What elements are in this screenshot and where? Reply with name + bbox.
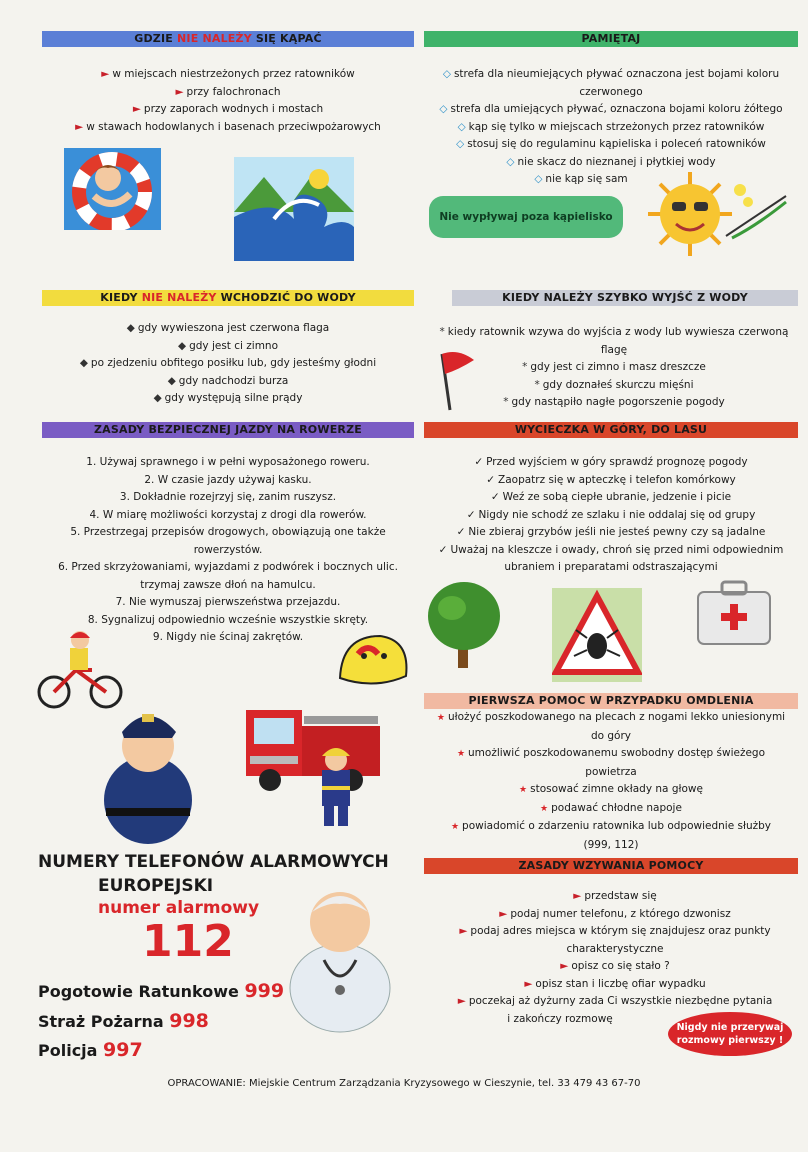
section-header-bike-safety — [42, 422, 414, 438]
list-item: ► podaj adres miejsca w którym się znajdujesz oraz punkty — [459, 925, 771, 937]
phone-label: Straż Pożarna — [38, 1012, 164, 1031]
header-text: PIERWSZA POMOC W PRZYPADKU OMDLENIA — [468, 694, 754, 707]
tree-illustration — [424, 578, 504, 672]
header-text: ZASADY WZYWANIA POMOCY — [518, 859, 704, 872]
list-item: ✓ Weź ze sobą ciepłe ubranie, jedzenie i picie — [490, 491, 732, 503]
list-item: ★ powiadomić o zdarzeniu ratownika lub odpowiednie służby — [450, 820, 772, 832]
sun-illustration — [636, 166, 796, 262]
list-item: ► poczekaj aż dyżurny zada Ci wszystkie niezbędne pytania — [457, 995, 773, 1007]
list-item: 9. Nigdy nie ścinaj zakrętów. — [152, 631, 304, 643]
when-to-exit-list — [426, 324, 802, 412]
list-item: ◇ nie skacz do nieznanej i płytkiej wody — [506, 155, 716, 168]
phone-number: 997 — [103, 1039, 143, 1061]
phone-label: Pogotowie Ratunkowe — [38, 982, 239, 1001]
list-item: ► opisz stan i liczbę ofiar wypadku — [524, 977, 706, 990]
list-item: ◇ strefa dla nieumiejących pływać oznaczona jest bojami koloru — [442, 68, 780, 80]
cyclist-illustration — [36, 630, 126, 710]
section-header-remember — [424, 31, 798, 47]
list-item: ubraniem i preparatami odstraszającymi — [504, 561, 718, 573]
list-item: (999, 112) — [583, 838, 639, 851]
list-item: trzymaj zawsze dłoń na hamulcu. — [140, 578, 316, 591]
list-item: charakterystyczne — [566, 942, 664, 955]
list-item: * kiedy ratownik wzywa do wyjścia z wody lub wywiesza czerwoną — [439, 326, 789, 338]
list-item: ◇ strefa dla umiejących pływać, oznaczona bojami koloru żółtego — [439, 103, 783, 115]
list-item: ► opisz co się stało ? — [560, 960, 670, 972]
phone-number: 999 — [244, 980, 285, 1002]
list-item: 8. Sygnalizuj odpowiednio wcześnie wszystkie skręty. — [87, 613, 369, 626]
header-text: SIĘ KĄPAĆ — [251, 32, 322, 45]
firefighter-figure — [308, 740, 364, 830]
european-label: EUROPEJSKI — [98, 876, 214, 896]
list-item: ► przy falochronach — [175, 85, 281, 98]
when-not-to-enter-list — [42, 320, 414, 408]
list-item: ◇ nie kąp się sam — [534, 173, 628, 185]
list-item: ★ podawać chłodne napoje — [540, 801, 682, 814]
list-item: 7. Nie wymuszaj pierwszeństwa przejazdu. — [115, 596, 341, 608]
list-item: ✓ Nigdy nie schodź ze szlaku i nie oddalaj się od grupy — [466, 508, 756, 521]
phone-number: 998 — [169, 1010, 209, 1032]
list-item: * gdy jest ci zimno i masz dreszcze — [522, 361, 706, 373]
list-item: ★ umożliwić poszkodowanemu swobodny dostęp świeżego — [456, 747, 766, 759]
header-text: KIEDY — [100, 291, 142, 304]
list-item: 1. Używaj sprawnego i w pełni wyposażonego roweru. — [86, 456, 370, 468]
list-item: ◆ po zjedzeniu obfitego posiłku lub, gdy jesteśmy głodni — [79, 357, 377, 369]
list-item: ► w stawach hodowlanych i basenach przeciwpożarowych — [75, 120, 381, 133]
header-text: PAMIĘTAJ — [581, 32, 641, 45]
emergency-numbers-title: NUMERY TELEFONÓW ALARMOWYCH — [38, 852, 389, 872]
tick-warning-sign — [552, 588, 642, 682]
list-item: ► w miejscach niestrzeżonych przez ratowników — [101, 68, 355, 80]
list-item: do góry — [590, 729, 632, 742]
list-item: ◆ gdy wywieszona jest czerwona flaga — [126, 322, 330, 334]
callout-line: Nigdy nie przerywaj — [676, 1022, 784, 1033]
first-aid-kit-icon — [694, 578, 774, 648]
helmet-illustration — [334, 630, 414, 694]
footer-credit: OPRACOWANIE: Miejskie Centrum Zarządzania Kryzysowego w Cieszynie, tel. 33 479 43 67-70 — [167, 1078, 641, 1089]
doctor-figure — [282, 876, 398, 1034]
list-item: i zakończy rozmowę — [507, 1012, 613, 1025]
list-item: 3. Dokładnie rozejrzyj się, zanim ruszysz. — [119, 491, 337, 503]
list-item: * gdy doznałeś skurczu mięśni — [534, 378, 694, 391]
list-item: ✓ Przed wyjściem w góry sprawdź prognozę pogody — [474, 456, 748, 468]
stay-in-swim-area-callout: Nie wypływaj poza kąpielisko — [429, 196, 623, 238]
list-item: ◆ gdy nadchodzi burza — [167, 374, 289, 387]
list-item: flagę — [600, 343, 628, 356]
list-item: 5. Przestrzegaj przepisów drogowych, obowiązują one także — [70, 526, 386, 538]
list-item: ✓ Uważaj na kleszcze i owady, chroń się przed nimi odpowiednim — [438, 543, 784, 556]
calling-help-list — [426, 888, 804, 1028]
list-item: rowerzystów. — [193, 543, 263, 556]
list-item: 6. Przed skrzyżowaniami, wyjazdami z podwórek i bocznych ulic. — [58, 561, 398, 573]
phone-row — [38, 1010, 209, 1032]
header-text: WYCIECZKA W GÓRY, DO LASU — [514, 423, 708, 436]
list-item: ◆ gdy występują silne prądy — [153, 392, 303, 404]
header-text: ZASADY BEZPIECZNEJ JAZDY NA ROWERZE — [94, 423, 362, 436]
section-header-mountain-trip — [424, 422, 798, 438]
mountain-trip-list — [414, 454, 808, 577]
header-text: KIEDY NALEŻY SZYBKO WYJŚĆ Z WODY — [502, 291, 748, 304]
first-aid-list — [414, 709, 808, 854]
list-item: ◆ gdy jest ci zimno — [177, 339, 279, 352]
section-header-where-not-to-swim — [42, 31, 414, 47]
section-header-when-to-exit — [452, 290, 798, 306]
phone-label: Policja — [38, 1041, 98, 1060]
section-header-calling-help — [424, 858, 798, 874]
do-not-hang-up-callout — [668, 1012, 792, 1056]
list-item: ► podaj numer telefonu, z którego dzwonisz — [499, 907, 731, 920]
list-item: ★ stosować zimne okłady na głowę — [519, 783, 703, 795]
emergency-number-112: 112 — [142, 916, 234, 967]
header-text: WCHODZIĆ DO WODY — [216, 291, 356, 304]
list-item: ✓ Zaopatrz się w apteczkę i telefon komórkowy — [486, 473, 736, 486]
section-header-when-not-to-enter — [42, 290, 414, 306]
list-item: ✓ Nie zbieraj grzybów jeśli nie jesteś pewny czy są jadalne — [456, 526, 766, 538]
list-item: 2. W czasie jazdy używaj kasku. — [144, 473, 312, 486]
callout-line: rozmowy pierwszy ! — [676, 1035, 784, 1046]
list-item: czerwonego — [579, 85, 643, 98]
list-item: powietrza — [585, 765, 637, 778]
header-text-red: NIE NALEŻY — [141, 291, 217, 304]
list-item: ► przy zaporach wodnych i mostach — [132, 103, 324, 115]
list-item: 4. W miarę możliwości korzystaj z drogi dla rowerów. — [89, 508, 367, 521]
list-item: ◇ stosuj się do regulaminu kąpieliska i poleceń ratowników — [456, 138, 766, 150]
phone-row — [38, 980, 284, 1002]
bike-safety-list — [40, 454, 416, 647]
header-text: GDZIE — [134, 32, 178, 45]
police-figure — [98, 700, 198, 846]
header-text-red: NIE NALEŻY — [177, 32, 252, 45]
wave-illustration — [234, 157, 354, 261]
lifebuoy-illustration — [64, 148, 161, 230]
list-item: * gdy nastąpiło nagłe pogorszenie pogody — [503, 396, 725, 408]
list-item: ◇ kąp się tylko w miejscach strzeżonych przez ratowników — [457, 120, 765, 133]
phone-row — [38, 1039, 143, 1061]
list-item: ★ ułożyć poszkodowanego na plecach z nogami lekko uniesionymi — [436, 711, 786, 723]
alarm-number-label: numer alarmowy — [98, 898, 260, 918]
section-header-first-aid — [424, 693, 798, 709]
where-not-to-swim-list — [42, 66, 414, 136]
list-item: ► przedstaw się — [573, 890, 657, 902]
